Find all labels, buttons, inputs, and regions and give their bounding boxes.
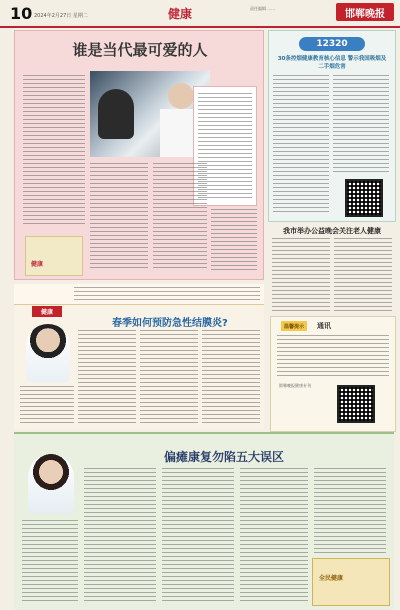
qr-code-notice <box>337 385 375 423</box>
rehab-body-col4 <box>314 468 386 554</box>
author-bio <box>22 520 78 604</box>
rehab-headline: 偏瘫康复勿陷五大误区 <box>164 450 285 464</box>
section-title: 健康 <box>168 7 193 21</box>
issue-date: 2024年2月27日 星期二 <box>34 13 88 19</box>
promo-box <box>312 558 390 606</box>
health-headline: 春季如何预防急性结膜炎? <box>112 318 228 329</box>
page-number: 10 <box>10 4 33 23</box>
notice-box <box>270 316 396 432</box>
notice-body <box>277 335 389 379</box>
cartoon-caption: 健康 <box>31 261 44 268</box>
tobacco-control-box <box>268 30 396 222</box>
health-body-col3 <box>202 330 260 426</box>
patient-figure <box>98 89 134 139</box>
feature-body-col3 <box>153 163 207 271</box>
hotline-badge: 12320 <box>299 37 365 51</box>
health-tag: 健康 <box>32 306 62 317</box>
promo-text: 全民健康 <box>319 575 344 582</box>
feature-body-col1 <box>23 75 85 225</box>
feature-body-col2 <box>90 163 148 271</box>
doctor-bio <box>20 386 74 426</box>
tobacco-list-col2 <box>333 75 389 175</box>
feature-headline: 谁是当代最可爱的人 <box>72 41 208 59</box>
feature-body-col4 <box>211 209 257 271</box>
charity-body-col2 <box>334 238 392 312</box>
cartoon-illustration <box>25 236 83 276</box>
rehab-body-col3 <box>240 468 308 604</box>
health-column <box>14 284 264 430</box>
health-body-col2 <box>140 330 198 426</box>
rehab-body-col1 <box>84 468 156 604</box>
author-portrait <box>28 454 74 514</box>
rehab-body-col2 <box>162 468 234 604</box>
doctor-portrait <box>26 324 70 382</box>
header-meta: 责任编辑 …… <box>250 6 276 11</box>
rehab-article <box>14 432 394 610</box>
tobacco-headline: 30条控烟健康教育核心信息 警示我国吸烟及二手烟危害 <box>277 56 387 70</box>
notice-tag: 温馨提示 <box>281 321 307 331</box>
charity-body-col1 <box>272 238 330 312</box>
notice-scan-text: 邯郸晚报健康专刊 <box>279 383 311 388</box>
feature-article <box>14 30 264 280</box>
notice-title: 通讯 <box>317 322 331 330</box>
charity-headline: 我市举办公益晚会关注老人健康 <box>283 227 381 235</box>
newspaper-logo: 邯郸晚报 <box>336 3 394 21</box>
health-intro-strip <box>14 284 264 305</box>
qr-code <box>345 179 383 217</box>
feature-photo <box>90 71 210 157</box>
health-intro-text <box>74 287 260 301</box>
page-header <box>0 0 400 28</box>
doctor-head <box>168 83 194 109</box>
health-body-col1 <box>78 330 136 426</box>
tobacco-list-col1 <box>273 75 329 215</box>
